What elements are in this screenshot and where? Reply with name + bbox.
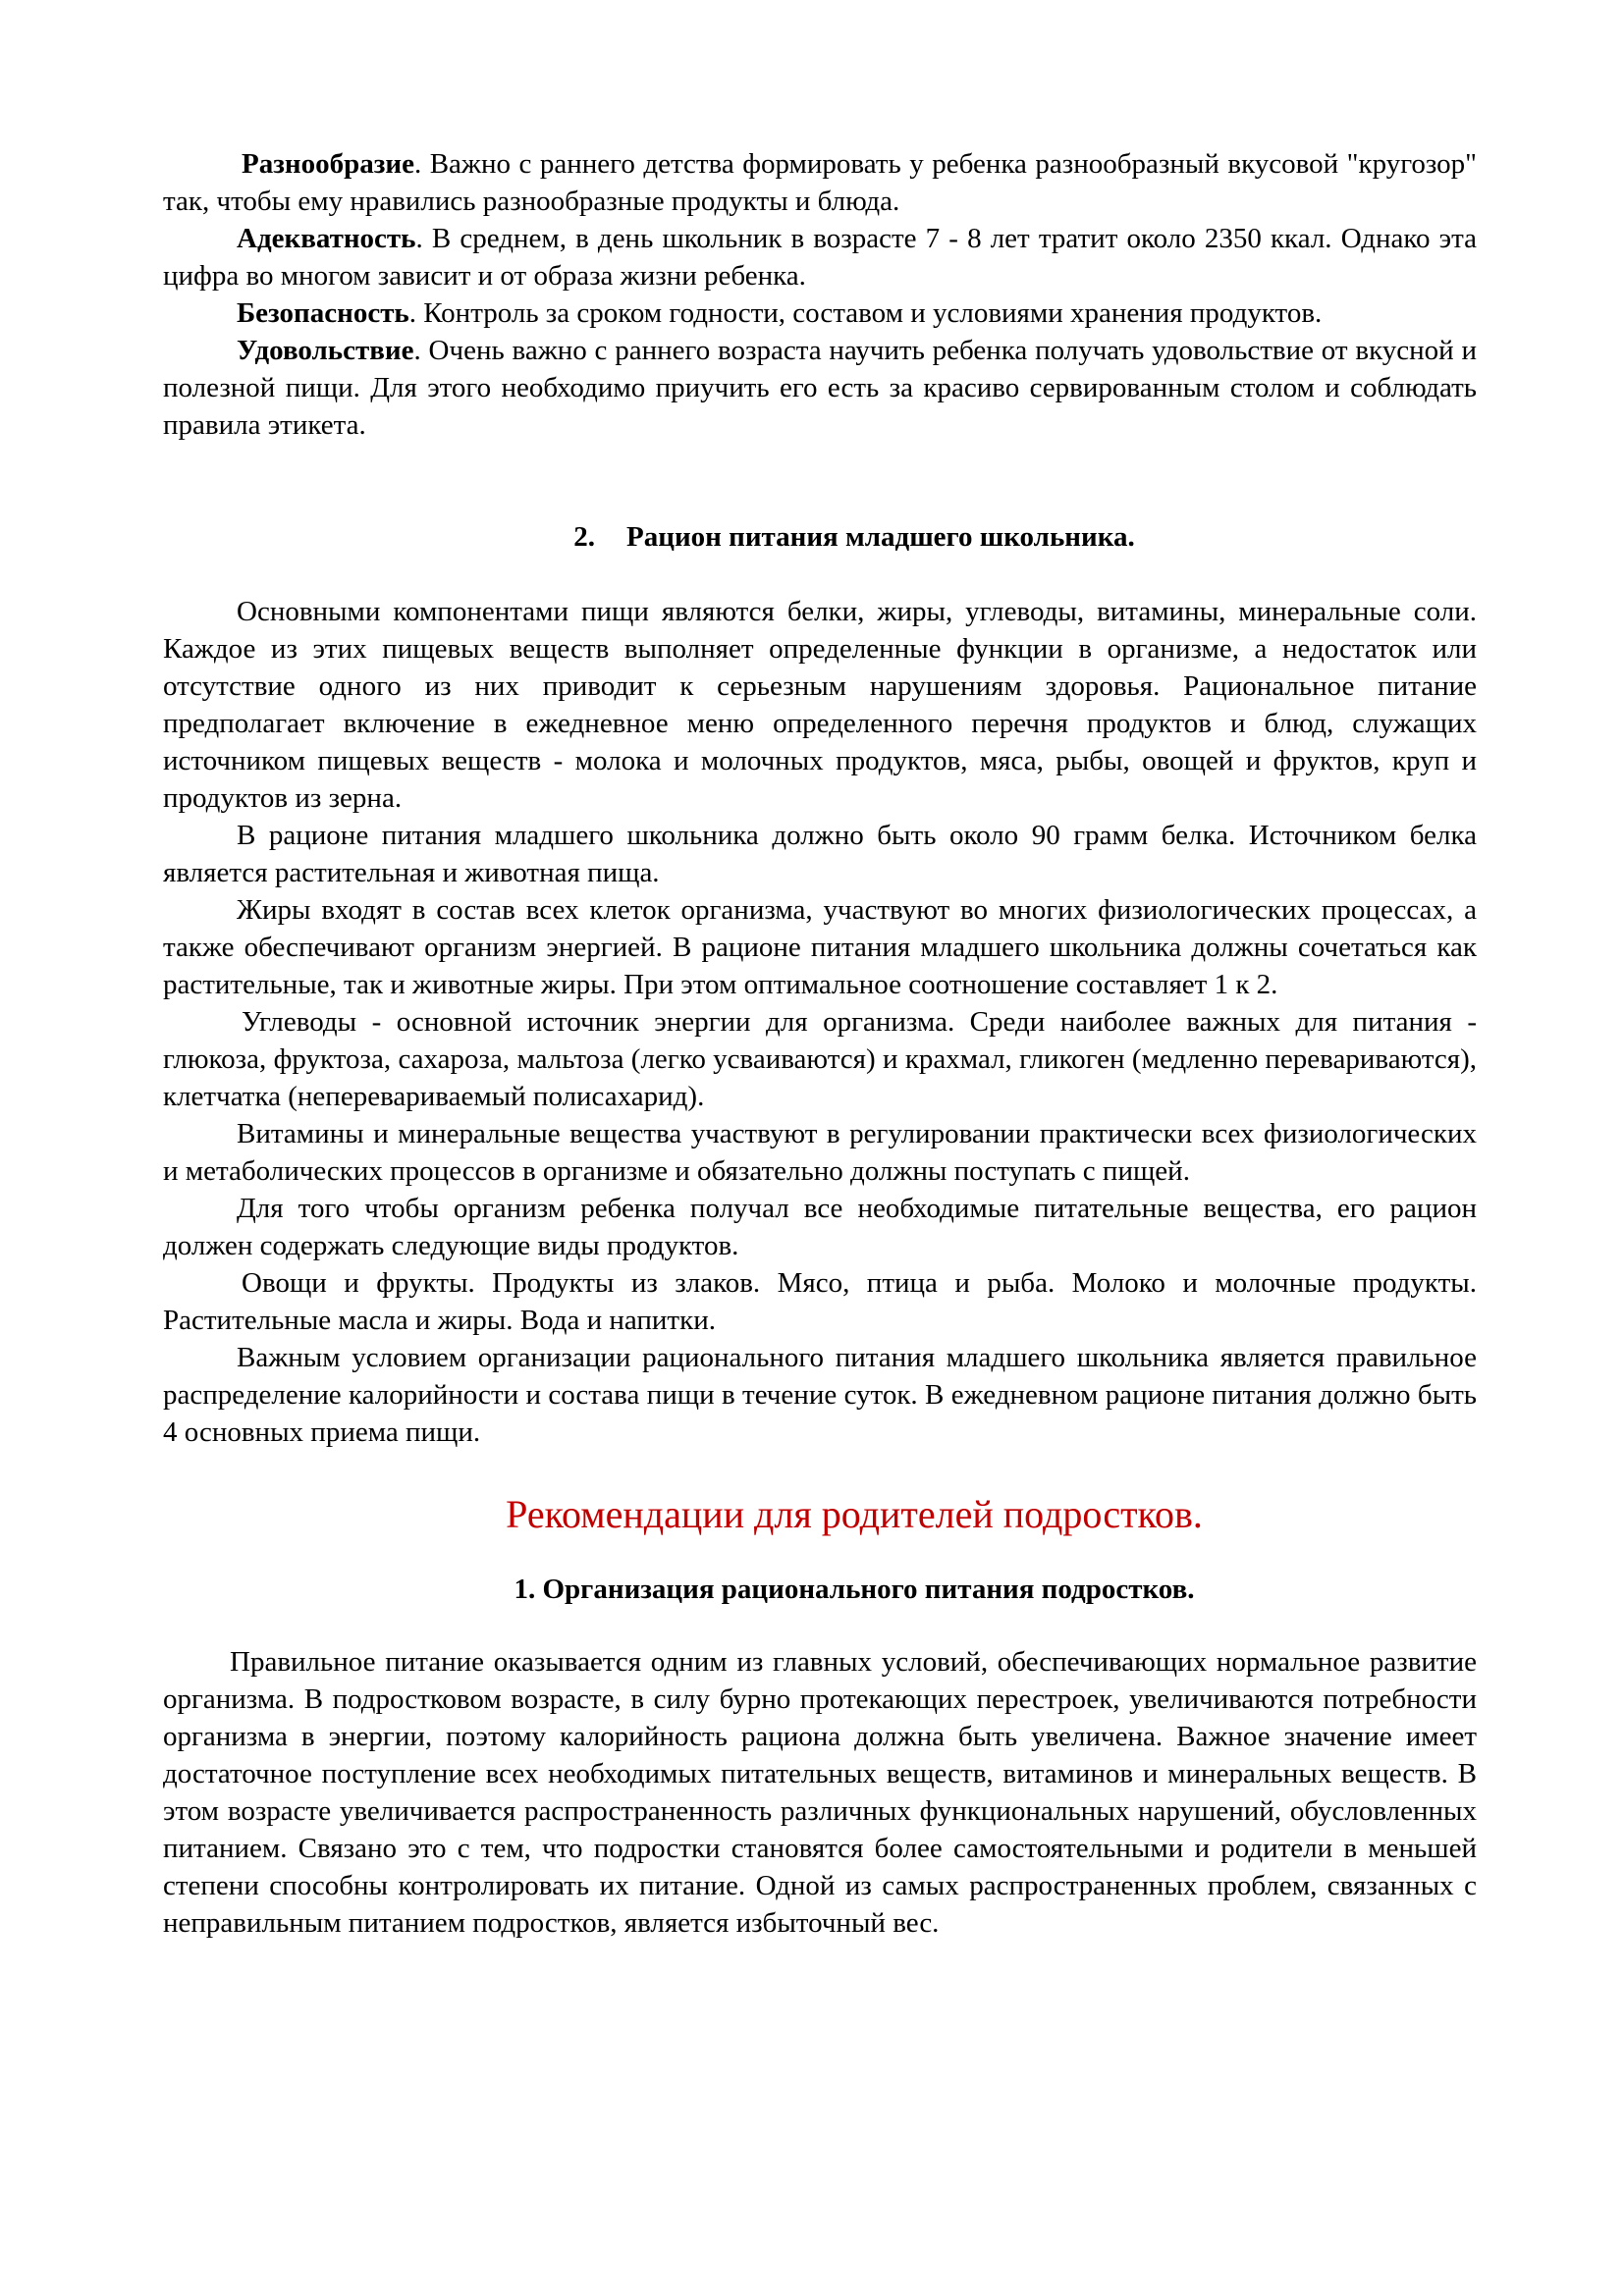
teens-heading: Рекомендации для родителей подростков. [506, 1492, 1203, 1536]
document-page [163, 145, 1477, 1942]
paragraph-meals: Важным условием организации рационального питания младшего школьника является правильное распределение калорийности и состава пищи в течение суток. В ежедневном рационе питания должно быть 4 основных приема пищи. [163, 1342, 1477, 1448]
spacer [163, 1608, 1477, 1643]
paragraph-fats: Жиры входят в состав всех клеток организма, участвуют во многих физиологических процессах, а также обеспечивают организм энергией. В рационе питания младшего школьника должны сочетаться как растительные, так и животные жиры. При этом оптимальное соотношение составляет 1 к 2. [163, 894, 1477, 1000]
term-adequacy: Адекватность [237, 223, 416, 254]
paragraph-products-intro: Для того чтобы организм ребенка получал все необходимые питательные вещества, его рацион должен содержать следующие виды продуктов. [163, 1193, 1477, 1261]
paragraph-teens: Правильное питание оказывается одним из главных условий, обеспечивающих нормальное развитие организма. В подростковом возрасте, в силу бурно протекающих перестроек, увеличиваются потребности организма в энергии, поэтому калорийность рациона должна быть увеличена. Важное значение имеет достаточное поступление всех необходимых питательных веществ, витаминов и минеральных веществ. В этом возрасте увеличивается распространенность различных функциональных нарушений, обусловленных питанием. Связано это с тем, что подростки становятся более самостоятельными и родители в меньшей степени способны контролировать их питание. Одной из самых распространенных проблем, связанных с неправильным питанием подростков, является избыточный вес. [163, 1646, 1477, 1939]
spacer [163, 444, 1477, 518]
paragraph-protein: В рационе питания младшего школьника должно быть около 90 грамм белка. Источником белка является растительная и животная пища. [163, 820, 1477, 888]
text-adequacy: . В среднем, в день школьник в возрасте 7 - 8 лет тратит около 2350 ккал. Однако эта цифра во многом зависит и от образа жизни ребенка. [163, 223, 1477, 292]
paragraph-components: Основными компонентами пищи являются белки, жиры, углеводы, витамины, минеральные соли. Каждое из этих пищевых веществ выполняет определенные функции в организме, а недостаток или отсутствие одного из них приводит к серьезным нарушениям здоровья. Рациональное питание предполагает включение в ежедневное меню определенного перечня продуктов и блюд, служащих источником пищевых веществ - молока и молочных продуктов, мяса, рыбы, овощей и фруктов, круп и продуктов из зерна. [163, 596, 1477, 814]
section-2-number: 2. [573, 521, 596, 553]
text-diversity: . Важно с раннего детства формировать у ребенка разнообразный вкусовой "кругозор" так, чтобы ему нравились разнообразные продукты и блюда. [163, 148, 1477, 217]
paragraph-vitamins: Витамины и минеральные вещества участвуют в регулировании практически всех физиологических и метаболических процессов в организме и обязательно должны поступать с пищей. [163, 1118, 1477, 1187]
text-safety: . Контроль за сроком годности, составом и условиями хранения продуктов. [408, 297, 1323, 329]
paragraph-pleasure [163, 332, 1477, 444]
spacer [163, 1451, 1477, 1490]
paragraph-diversity [163, 145, 1477, 220]
term-diversity: Разнообразие [242, 148, 414, 180]
teens-subheading: 1. Организация рационального питания подростков. [514, 1574, 1195, 1605]
spacer [163, 1539, 1477, 1571]
term-pleasure: Удовольствие [237, 335, 414, 366]
paragraph-safety [163, 294, 1477, 332]
spacer [163, 556, 1477, 593]
section-2-heading [163, 518, 1477, 556]
paragraph-products-list: Овощи и фрукты. Продукты из злаков. Мясо, птица и рыба. Молоко и молочные продукты. Растительные масла и жиры. Вода и напитки. [163, 1267, 1477, 1336]
text-pleasure: . Очень важно с раннего возраста научить ребенка получать удовольствие от вкусной и полезной пищи. Для этого необходимо приучить его есть за красиво сервированным столом и соблюдать правила этикета. [163, 335, 1477, 441]
term-safety: Безопасность [237, 297, 409, 329]
paragraph-adequacy [163, 220, 1477, 294]
paragraph-carbs: Углеводы - основной источник энергии для организма. Среди наиболее важных для питания - глюкоза, фруктоза, сахароза, мальтоза (легко усваиваются) и крахмал, гликоген (медленно перевариваются), клетчатка (неперевариваемый полисахарид). [163, 1006, 1477, 1112]
section-2-title: Рацион питания младшего школьника. [626, 521, 1135, 553]
